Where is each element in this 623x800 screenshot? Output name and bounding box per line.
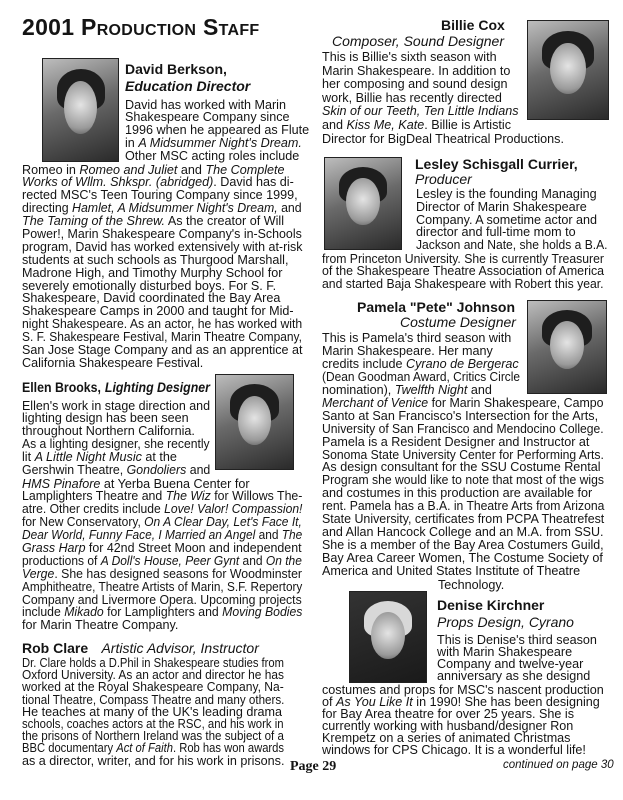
text-line bbox=[322, 78, 508, 92]
italic-title-text: The bbox=[281, 528, 303, 543]
italic-title-text: Works of Wllm. Shkspr. (abridged) bbox=[22, 175, 214, 190]
text-run: costumes and props for MSC's nascent production bbox=[322, 682, 604, 697]
text-run: for Lamplighters and bbox=[103, 605, 223, 620]
text-line bbox=[322, 105, 519, 119]
text-run: director and full-time mom to bbox=[416, 225, 576, 240]
bio-text bbox=[125, 99, 309, 163]
text-line bbox=[322, 744, 586, 756]
text-line bbox=[322, 539, 604, 552]
text-run: credits include bbox=[322, 356, 406, 371]
text-line bbox=[22, 694, 284, 706]
text-run: As the creator of Will bbox=[165, 214, 285, 229]
text-run: (Dean Goodman Award, Critics Circle bbox=[322, 369, 521, 384]
text-run: Santo at San Francisco's Intersection for the Arts, bbox=[322, 408, 599, 423]
text-run: Bay Area Career Women, The Costume Society of bbox=[322, 550, 603, 565]
staff-role: Composer, Sound Designer bbox=[332, 33, 504, 49]
staff-role: Artistic Advisor, Instructor bbox=[101, 640, 259, 656]
text-run: S. F. Shakespeare Festival, Marin Theatre Company, bbox=[22, 330, 302, 345]
text-run: in bbox=[125, 136, 139, 151]
text-run: and Allan Hancock College and an M.A. from SSU. bbox=[322, 524, 604, 539]
italic-title-text: Moving Bodies bbox=[222, 605, 303, 620]
staff-role: Costume Designer bbox=[400, 314, 516, 330]
text-run: of bbox=[322, 694, 337, 709]
text-line bbox=[22, 438, 210, 451]
text-run: Technology. bbox=[438, 577, 505, 592]
text-run: directing bbox=[22, 201, 73, 216]
text-run: students at such schools as Thurgood Marshall, bbox=[22, 252, 289, 267]
text-run: program, David has worked extensively with at-risk bbox=[22, 239, 303, 254]
text-run: productions of bbox=[22, 553, 101, 568]
text-run: Power!, Marin Shakespeare Company's in-Schools bbox=[22, 226, 302, 241]
text-run: with Marin Shakespeare bbox=[437, 644, 573, 659]
text-run: worked at the Royal Shakespeare Company, Na- bbox=[22, 680, 284, 695]
bio-text bbox=[322, 684, 604, 757]
italic-title-text: The Wiz bbox=[165, 489, 211, 504]
text-run: schools, coaches actors at the RSC, and his work in bbox=[22, 716, 284, 731]
text-run: He teaches at many of the UK's leading drama bbox=[22, 704, 283, 719]
text-run: Shakespeare Company since bbox=[125, 110, 290, 125]
text-run: Dr. Clare holds a D.Phil in Shakespeare studies from bbox=[22, 656, 285, 670]
text-line bbox=[22, 619, 178, 632]
staff-role: Education Director bbox=[125, 78, 251, 94]
text-run: for Marin Shakespeare, Campo bbox=[428, 396, 604, 410]
staff-role: Props Design, Cyrano bbox=[437, 614, 574, 630]
text-line bbox=[322, 119, 511, 133]
text-run: Amphitheatre, Theatre Artists of Marin, S.F. Repertory bbox=[22, 579, 303, 594]
text-run: She is a member of the Bay Area Costumers Guild, bbox=[322, 537, 604, 552]
text-run: Marin Shakespeare. In addition to bbox=[322, 63, 511, 78]
text-line bbox=[22, 344, 302, 357]
italic-title-text: Romeo and Juliet bbox=[79, 162, 178, 177]
text-run: Lesley is the founding Managing bbox=[416, 187, 597, 201]
text-run: lighting design has been seen bbox=[22, 411, 189, 426]
text-run: tional Theatre, Compass Theatre and many others. bbox=[22, 692, 285, 707]
text-run: Director for BigDeal Theatrical Productions. bbox=[322, 131, 564, 146]
text-run: for 42nd Street Moon and independent bbox=[85, 540, 302, 555]
bio-text bbox=[322, 332, 531, 397]
text-run: for Bay Area theatre for over 25 years. She is bbox=[322, 706, 575, 721]
text-line bbox=[22, 464, 210, 477]
text-run: throughout Northern California. bbox=[22, 424, 195, 439]
text-run: the prisons of Northern Ireland was the subject of a bbox=[22, 729, 284, 744]
staff-name: Pamela "Pete" Johnson bbox=[357, 299, 515, 315]
text-run: anniversary as she designd bbox=[437, 669, 591, 684]
text-run: windows for CPS Chicago. It is a wonderful life! bbox=[322, 743, 586, 758]
text-line bbox=[322, 397, 604, 410]
italic-title-text: Grass Harp bbox=[22, 540, 86, 555]
text-run: Company and twelve-year bbox=[437, 657, 584, 672]
continued-note: continued on page 30 bbox=[503, 759, 614, 771]
bio-text bbox=[438, 579, 504, 592]
text-run: night Shakespeare. As an actor, he has worked with bbox=[22, 317, 303, 332]
italic-title-text: A Doll's House, Peer Gynt bbox=[100, 553, 240, 568]
text-run: Lamplighters Theatre and bbox=[22, 489, 166, 504]
text-line bbox=[22, 742, 284, 754]
text-run: and bbox=[277, 201, 302, 216]
text-run: University of San Francisco and Mendocino College. bbox=[322, 421, 604, 436]
text-run: nomination), bbox=[322, 382, 395, 397]
text-line bbox=[22, 755, 284, 767]
italic-title-text: HMS Pinafore bbox=[22, 476, 101, 491]
text-run: Romeo in bbox=[22, 162, 80, 177]
text-run: Sonoma State University Center for Performing Arts. bbox=[322, 447, 604, 462]
photo-david-berkson bbox=[42, 58, 119, 162]
text-run: and bbox=[322, 117, 347, 132]
page-number: Page 29 bbox=[290, 759, 337, 774]
italic-title-text: The Taming of the Shrew. bbox=[22, 214, 166, 229]
text-line bbox=[322, 384, 492, 397]
text-run: As design consultant for the SSU Costume Rental bbox=[322, 460, 601, 475]
bio-text bbox=[437, 634, 597, 683]
text-run: This is Pamela's third season with bbox=[322, 330, 512, 345]
text-run: in 1990! She has been designing bbox=[412, 694, 600, 709]
text-run: as a director, writer, and for his work in prisons. bbox=[22, 753, 285, 768]
text-run: her composing and sound design bbox=[322, 77, 508, 92]
text-run: and bbox=[177, 162, 206, 177]
text-line bbox=[322, 565, 580, 578]
text-run: and started Baja Shakespeare with Robert this year. bbox=[322, 276, 604, 291]
text-run: Other MSC acting roles include bbox=[125, 149, 300, 164]
staff-name: Rob Clare bbox=[22, 640, 89, 656]
italic-title-text: A Little Night Music bbox=[34, 450, 142, 465]
bio-text bbox=[322, 51, 564, 146]
text-line bbox=[322, 51, 497, 65]
staff-role: Producer bbox=[415, 171, 472, 187]
text-line bbox=[322, 371, 520, 384]
text-run: work, Billie has recently directed bbox=[322, 90, 502, 105]
photo-denise-kirchner bbox=[349, 591, 427, 683]
bio-text bbox=[22, 657, 316, 767]
text-run: and bbox=[239, 553, 266, 568]
text-run: California Shakespeare Festival. bbox=[22, 355, 204, 370]
text-run: As a lighting designer, she recently bbox=[22, 437, 210, 452]
text-line bbox=[322, 423, 604, 436]
text-run: Marin Shakespeare. Her many bbox=[322, 343, 493, 358]
text-run: San Jose Stage Company and as an apprentice at bbox=[22, 342, 303, 357]
text-run: rent. Pamela has a B.A. in Theatre Arts from Arizona bbox=[322, 499, 605, 514]
text-line bbox=[22, 606, 302, 619]
text-run: . Rob has won awards bbox=[172, 741, 285, 756]
text-line bbox=[322, 449, 604, 462]
text-run: Company and Livermore Opera. Upcoming projects bbox=[22, 592, 302, 607]
text-run: for Willows The- bbox=[210, 489, 303, 504]
italic-title-text: Gondoliers bbox=[126, 462, 187, 477]
text-run: at the bbox=[141, 450, 177, 465]
text-line bbox=[322, 92, 502, 106]
italic-title-text: Skin of our Teeth, Ten Little Indians bbox=[322, 104, 519, 119]
text-run: Shakespeare, David coordinated the Bay Area bbox=[22, 291, 281, 306]
text-run: Director of Marin Shakespeare bbox=[416, 199, 587, 214]
bio-text bbox=[416, 188, 616, 252]
photo-pamela-johnson bbox=[527, 300, 607, 394]
bio-text bbox=[322, 397, 615, 577]
text-run: from Princeton University. She is currently Treasurer bbox=[322, 251, 604, 266]
text-run: Oxford University. As an actor and director he has bbox=[22, 668, 284, 683]
text-run: BBC documentary bbox=[22, 741, 117, 756]
text-run: and bbox=[467, 382, 492, 397]
italic-title-text: Love! Valor! Compassion! bbox=[164, 502, 303, 517]
staff-name: David Berkson, bbox=[125, 61, 227, 77]
staff-name: Denise Kirchner bbox=[437, 597, 545, 613]
text-run: Company. A sometime actor and bbox=[416, 212, 598, 227]
italic-title-text: Twelfth Night bbox=[394, 382, 468, 397]
text-line bbox=[438, 579, 504, 592]
italic-title-text: Mikado bbox=[64, 605, 104, 620]
text-line bbox=[22, 202, 302, 215]
text-run: and costumes in this production are available for bbox=[322, 486, 593, 501]
text-run: Jackson and Nate, she holds a B.A. bbox=[416, 238, 608, 253]
text-run: and bbox=[186, 462, 211, 477]
text-line bbox=[437, 670, 590, 682]
photo-ellen-brooks bbox=[215, 374, 294, 470]
text-run: include bbox=[22, 605, 65, 620]
text-run: for Marin Theatre Company. bbox=[22, 618, 179, 633]
text-line bbox=[22, 400, 210, 413]
text-run: Gershwin Theatre, bbox=[22, 462, 127, 477]
text-run: rected MSC's Teen Touring Company since 1999, bbox=[22, 188, 298, 203]
text-line bbox=[322, 133, 564, 147]
text-run: . Billie is Artistic bbox=[424, 117, 511, 132]
text-run: of the Shakespeare Theatre Association of America bbox=[322, 264, 605, 278]
text-run: Ellen's work in stage direction and bbox=[22, 398, 211, 413]
bio-text bbox=[322, 253, 613, 291]
text-line bbox=[22, 357, 203, 370]
text-line bbox=[322, 474, 604, 487]
bio-text bbox=[22, 400, 217, 477]
text-run: at Yerba Buena Center for bbox=[100, 476, 250, 491]
text-run: This is Billie's sixth season with bbox=[322, 50, 497, 64]
italic-title-text: On A Clear Day, Let's Face It, bbox=[144, 515, 302, 530]
text-line bbox=[322, 65, 510, 79]
text-run: This is Denise's third season bbox=[437, 632, 597, 647]
text-line bbox=[22, 241, 302, 254]
text-run: Madrone High, and Timothy Murphy School for bbox=[22, 265, 283, 280]
staff-name: Ellen Brooks, bbox=[22, 379, 101, 395]
italic-title-text: A Midsummer Night's Dream. bbox=[138, 136, 302, 151]
staff-name: Lesley Schisgall Currier, bbox=[415, 156, 578, 172]
text-run: . She has designed seasons for Woodminster bbox=[54, 566, 303, 581]
bio-text bbox=[22, 478, 321, 633]
text-run: Krempetz on a series of animated Christmas bbox=[322, 731, 571, 746]
staff-name: Billie Cox bbox=[441, 17, 505, 33]
italic-title-text: As You Like It bbox=[336, 694, 413, 709]
italic-title-text: Act of Faith bbox=[116, 741, 173, 756]
italic-title-text: Cyrano de Bergerac bbox=[406, 356, 519, 371]
page-title: 2001 Production Staff bbox=[22, 14, 260, 40]
italic-title-text: The Complete bbox=[205, 162, 285, 177]
italic-title-text: Hamlet, A Midsummer Night's Dream, bbox=[72, 201, 278, 216]
text-run: currently working with husband/designer Ron bbox=[322, 719, 574, 734]
text-run: lit bbox=[22, 450, 35, 465]
text-line bbox=[125, 150, 299, 163]
text-run: Pamela is a Resident Designer and Instructor at bbox=[322, 434, 590, 449]
text-run: State University, certificates from PCPA Theatrefest bbox=[322, 512, 605, 527]
text-run: severely emotionally disturbed boys. For S. F. bbox=[22, 278, 277, 293]
staff-role: Lighting Designer bbox=[104, 379, 210, 395]
staff-heading bbox=[22, 379, 210, 397]
text-run: . David has di- bbox=[213, 175, 294, 190]
text-line bbox=[322, 278, 604, 291]
italic-title-text: Verge bbox=[22, 566, 55, 581]
text-run: atre. Other credits include bbox=[22, 502, 165, 517]
text-run: Shakespeare Camps in 2000 and taught for Mid- bbox=[22, 304, 294, 319]
italic-title-text: Merchant of Venice bbox=[322, 396, 429, 410]
italic-title-text: On the bbox=[265, 553, 302, 568]
italic-title-text: Kiss Me, Kate bbox=[346, 117, 425, 132]
text-line bbox=[416, 239, 608, 252]
photo-lesley-schisgall-currier bbox=[324, 157, 402, 250]
italic-title-text: Dear World, Funny Face, I Married an Angel bbox=[22, 528, 256, 543]
text-run: David has worked with Marin bbox=[125, 97, 286, 112]
text-run: and bbox=[255, 528, 282, 543]
text-run: America and United States Institute of Theatre bbox=[322, 563, 581, 578]
bio-text bbox=[22, 164, 317, 370]
text-run: for New Conservatory, bbox=[22, 515, 145, 530]
text-run: Program she would like to note that most of the wigs bbox=[322, 473, 604, 488]
text-run: 1996 when he appeared as Flute bbox=[125, 123, 310, 138]
